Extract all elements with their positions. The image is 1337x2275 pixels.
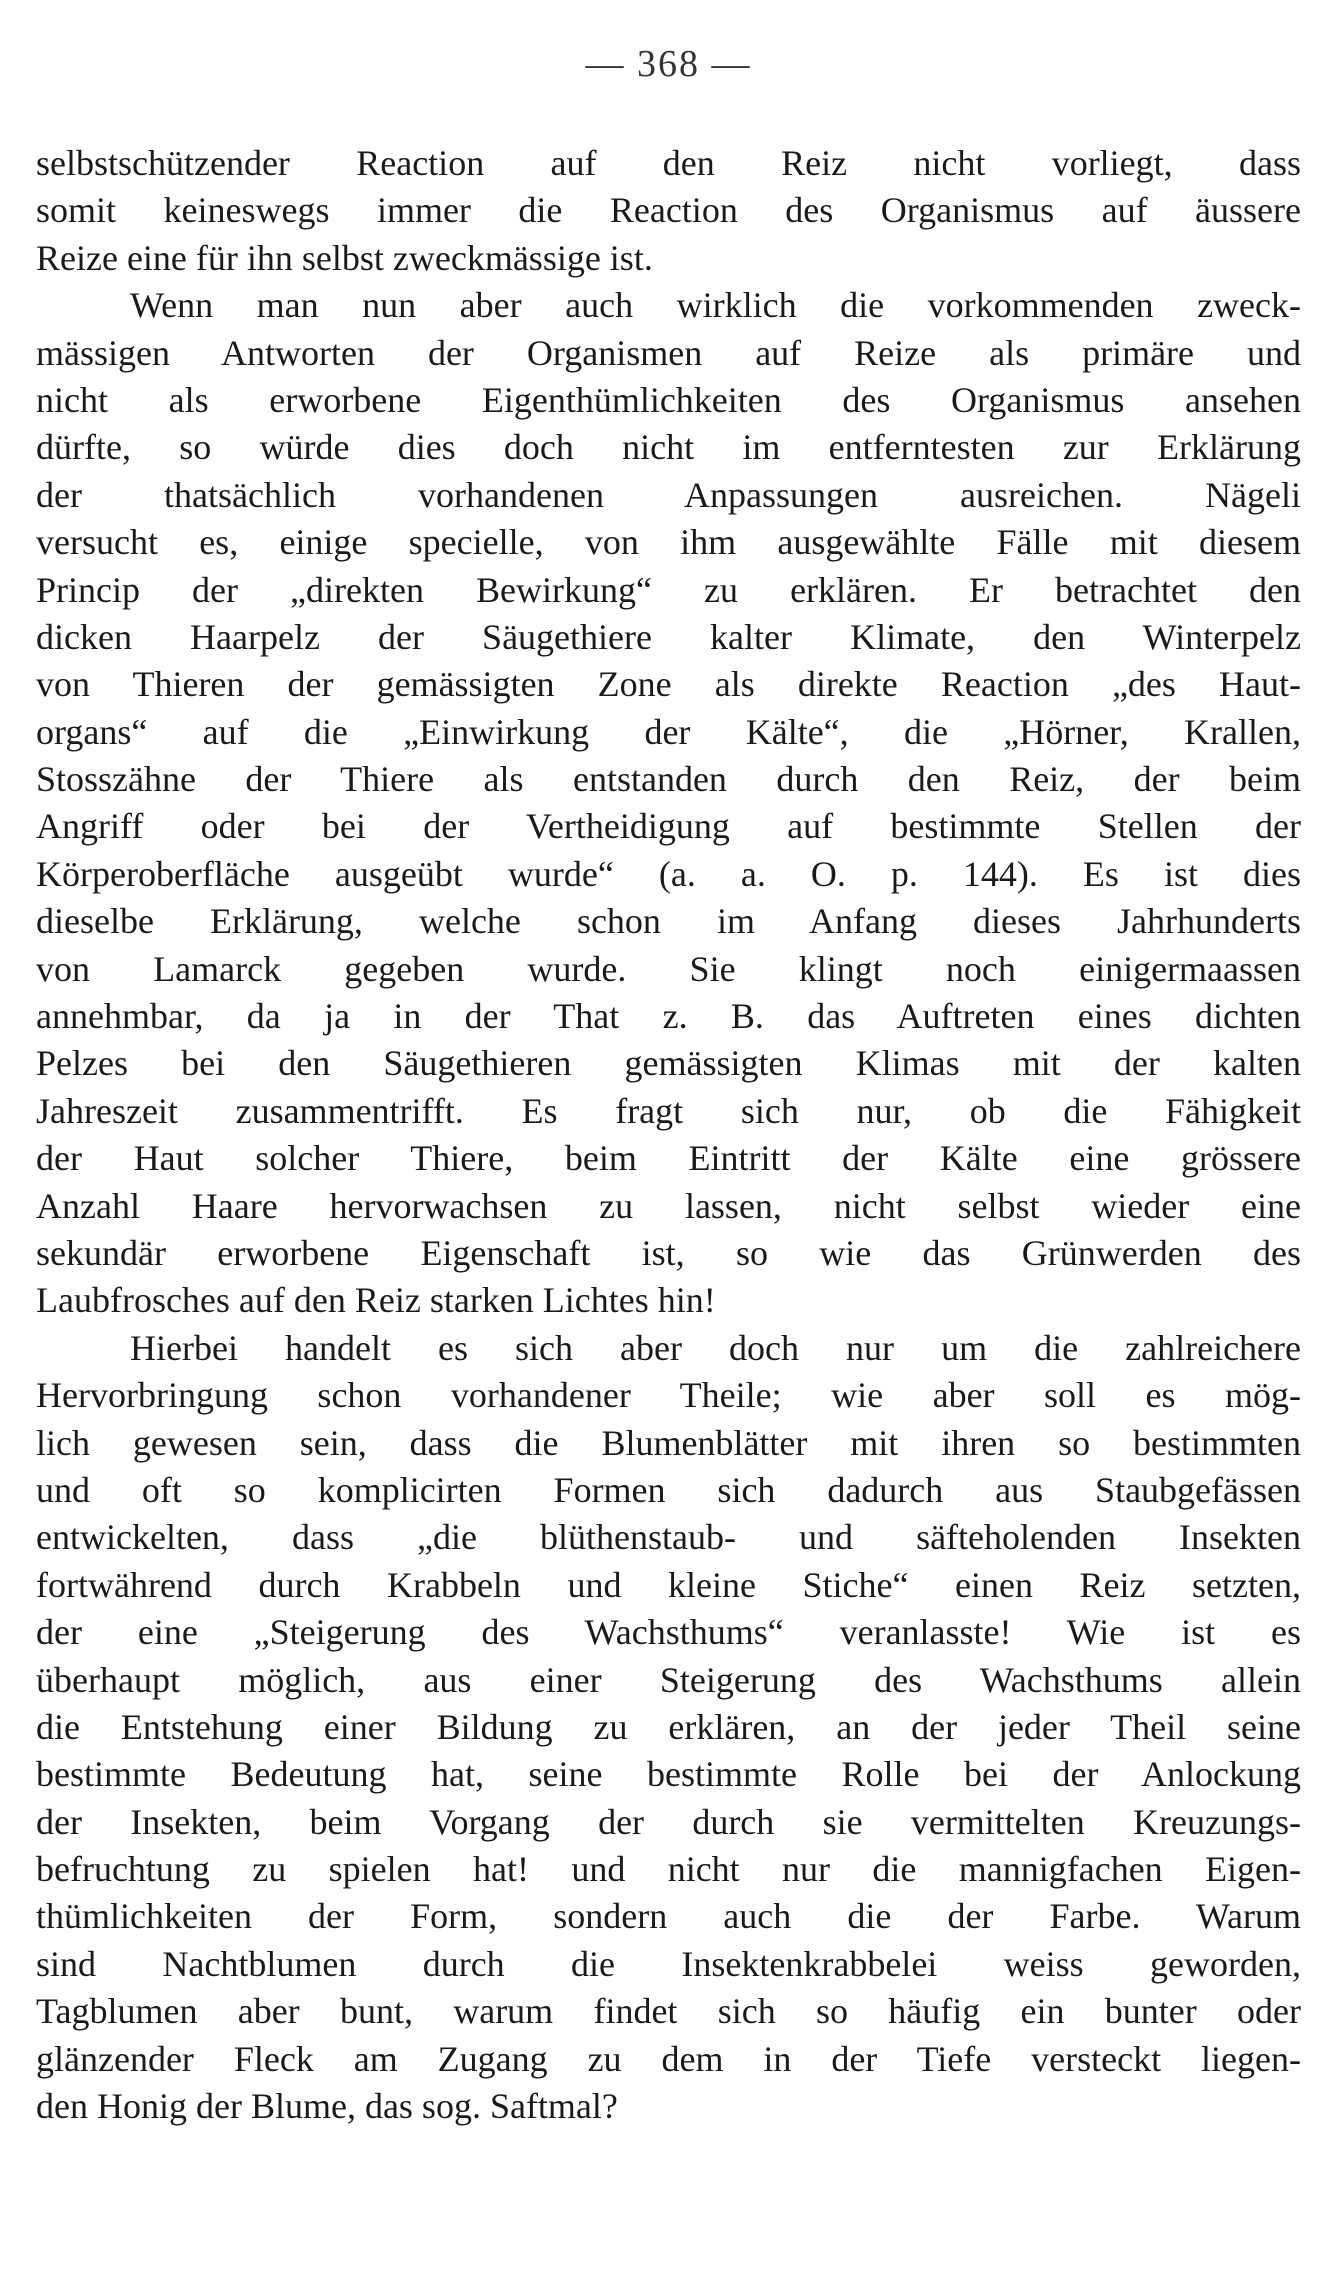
text-line: überhaupt möglich, aus einer Steigerung des Wachsthums allein xyxy=(36,1659,1301,1700)
text-line: befruchtung zu spielen hat! und nicht nur die mannigfachen Eigen- xyxy=(36,1849,1301,1890)
text-line: Wenn man nun aber auch wirklich die vorkommenden zweck- xyxy=(130,285,1301,326)
text-line: lich gewesen sein, dass die Blumenblätter mit ihren so bestimmten xyxy=(36,1422,1301,1463)
text-line: Anzahl Haare hervorwachsen zu lassen, nicht selbst wieder eine xyxy=(36,1185,1301,1226)
text-line: dürfte, so würde dies doch nicht im entferntesten zur Erklärung xyxy=(36,427,1301,468)
text-line: Angriff oder bei der Vertheidigung auf bestimmte Stellen der xyxy=(36,806,1301,847)
text-line: mässigen Antworten der Organismen auf Reize als primäre und xyxy=(36,332,1301,373)
body-text xyxy=(36,140,1301,2130)
text-line: von Thieren der gemässigten Zone als direkte Reaction „des Haut- xyxy=(36,664,1301,705)
text-line: und oft so komplicirten Formen sich dadurch aus Staubgefässen xyxy=(36,1469,1301,1510)
text-line: Stosszähne der Thiere als entstanden durch den Reiz, der beim xyxy=(36,759,1301,800)
text-line: somit keineswegs immer die Reaction des Organismus auf äussere xyxy=(36,190,1301,231)
text-line: Körperoberfläche ausgeübt wurde“ (a. a. O. p. 144). Es ist dies xyxy=(36,853,1301,894)
text-line: sind Nachtblumen durch die Insektenkrabbelei weiss geworden, xyxy=(36,1943,1301,1984)
text-line: thümlichkeiten der Form, sondern auch die der Farbe. Warum xyxy=(36,1896,1301,1937)
text-line: organs“ auf die „Einwirkung der Kälte“, die „Hörner, Krallen, xyxy=(36,711,1301,752)
page-number: — 368 — xyxy=(585,43,752,85)
text-line: dieselbe Erklärung, welche schon im Anfang dieses Jahrhunderts xyxy=(36,901,1301,942)
text-line: Hervorbringung schon vorhandener Theile; wie aber soll es mög- xyxy=(36,1375,1301,1416)
text-line: von Lamarck gegeben wurde. Sie klingt noch einigermaassen xyxy=(36,948,1301,989)
text-line: Jahreszeit zusammentrifft. Es fragt sich nur, ob die Fähigkeit xyxy=(36,1090,1301,1131)
text-line: bestimmte Bedeutung hat, seine bestimmte Rolle bei der Anlockung xyxy=(36,1754,1301,1795)
text-line: der eine „Steigerung des Wachsthums“ veranlasste! Wie ist es xyxy=(36,1612,1301,1653)
text-line: versucht es, einige specielle, von ihm ausgewählte Fälle mit diesem xyxy=(36,522,1301,563)
text-line: der thatsächlich vorhandenen Anpassungen ausreichen. Nägeli xyxy=(36,474,1301,515)
text-line: fortwährend durch Krabbeln und kleine Stiche“ einen Reiz setzten, xyxy=(36,1564,1301,1605)
text-line: nicht als erworbene Eigenthümlichkeiten des Organismus ansehen xyxy=(36,379,1301,420)
text-line: der Haut solcher Thiere, beim Eintritt der Kälte eine grössere xyxy=(36,1138,1301,1179)
text-line: Pelzes bei den Säugethieren gemässigten Klimas mit der kalten xyxy=(36,1043,1301,1084)
text-line: dicken Haarpelz der Säugethiere kalter Klimate, den Winterpelz xyxy=(36,616,1301,657)
text-line: den Honig der Blume, das sog. Saftmal? xyxy=(36,2086,618,2127)
text-line: glänzender Fleck am Zugang zu dem in der Tiefe versteckt liegen- xyxy=(36,2038,1301,2079)
text-line: die Entstehung einer Bildung zu erklären, an der jeder Theil seine xyxy=(36,1706,1301,1747)
text-line: Princip der „direkten Bewirkung“ zu erklären. Er betrachtet den xyxy=(36,569,1301,610)
text-line: Laubfrosches auf den Reiz starken Lichtes hin! xyxy=(36,1280,716,1321)
text-line: annehmbar, da ja in der That z. B. das Auftreten eines dichten xyxy=(36,996,1301,1037)
text-line: selbstschützender Reaction auf den Reiz nicht vorliegt, dass xyxy=(36,143,1301,183)
text-line: Hierbei handelt es sich aber doch nur um die zahlreichere xyxy=(130,1327,1301,1368)
text-line: der Insekten, beim Vorgang der durch sie vermittelten Kreuzungs- xyxy=(36,1801,1301,1842)
text-line: sekundär erworbene Eigenschaft ist, so wie das Grünwerden des xyxy=(36,1232,1301,1273)
text-line: Tagblumen aber bunt, warum findet sich so häufig ein bunter oder xyxy=(36,1991,1301,2032)
text-line: Reize eine für ihn selbst zweckmässige ist. xyxy=(36,237,653,278)
text-line: entwickelten, dass „die blüthenstaub- und säfteholenden Insekten xyxy=(36,1517,1301,1558)
